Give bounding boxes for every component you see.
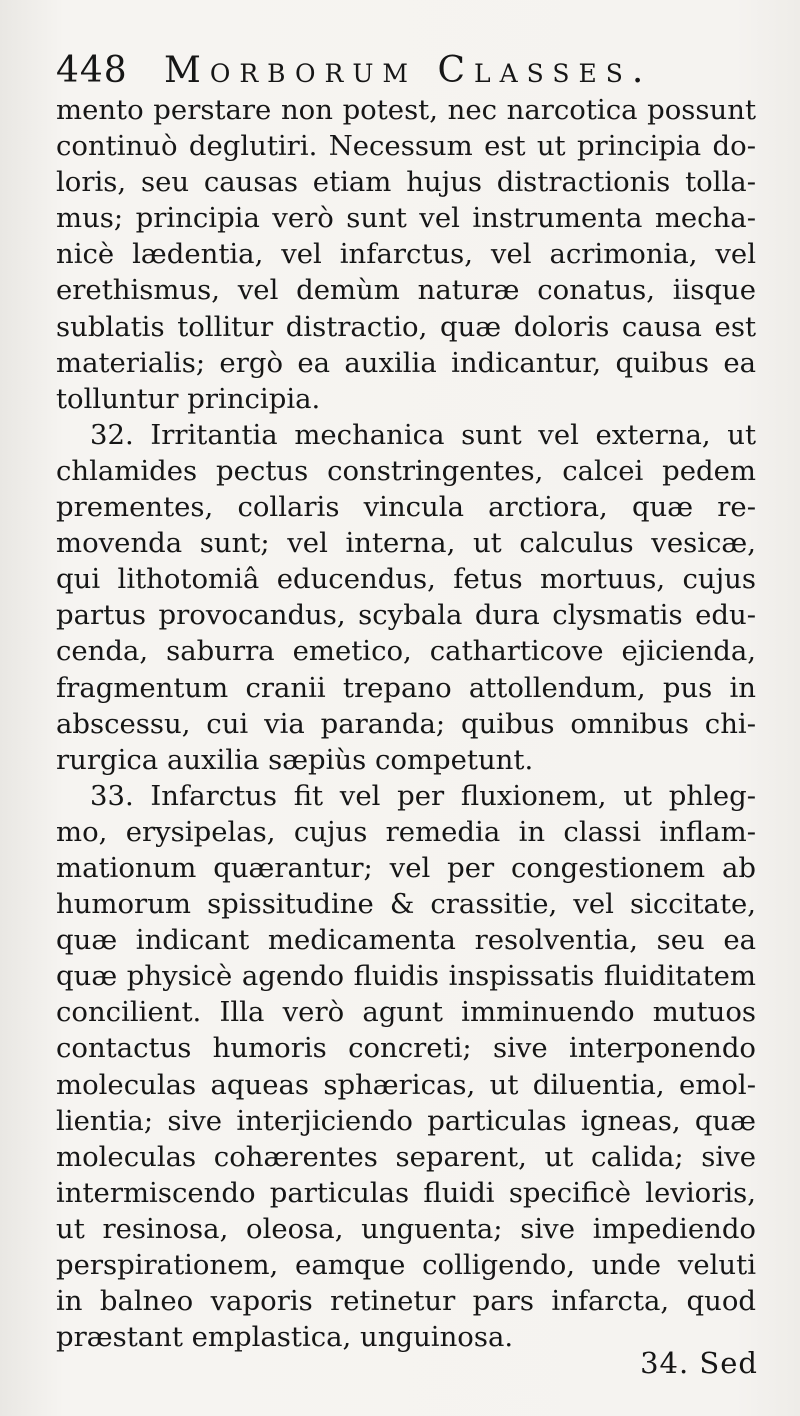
- text-line: perspirationem, eamque colligendo, unde veluti: [56, 1249, 756, 1281]
- running-title: Morborum Classes.: [164, 50, 653, 91]
- text-line: movenda sunt; vel interna, ut calculus vesicæ,: [56, 527, 756, 560]
- text-line: mus; principia verò sunt vel instrumenta mecha-: [56, 202, 756, 235]
- text-line: prementes, collaris vincula arctiora, quæ re-: [56, 491, 756, 524]
- text-line: continuò deglutiri. Necessum est ut principia do-: [56, 130, 756, 163]
- text-line: quæ indicant medicamenta resolventia, seu ea: [56, 924, 756, 957]
- text-line: materialis; ergò ea auxilia indicantur, quibus ea: [56, 346, 756, 379]
- text-line: fragmentum cranii trepano attollendum, pus in: [56, 671, 756, 704]
- text-line: sublatis tollitur distractio, quæ doloris causa est: [56, 310, 756, 343]
- text-line: intermiscendo particulas fluidi specificè levioris,: [56, 1176, 756, 1209]
- text-line: partus provocandus, scybala dura clysmatis edu-: [56, 599, 756, 632]
- text-line: in balneo vaporis retinetur pars infarcta, quod: [56, 1285, 756, 1318]
- text-line: quæ physicè agendo fluidis inspissatis fluiditatem: [56, 960, 756, 993]
- text-line: moleculas cohærentes separent, ut calida; sive: [56, 1140, 756, 1173]
- text-line: rurgica auxilia sæpiùs competunt.: [56, 743, 534, 776]
- catchword: 34. Sed: [640, 1346, 758, 1380]
- text-line: moleculas aqueas sphæricas, ut diluentia, emol-: [56, 1068, 756, 1101]
- text-line: chlamides pectus constringentes, calcei pedem: [56, 454, 756, 487]
- text-line: humorum spissitudine & crassitie, vel siccitate,: [56, 888, 756, 921]
- text-line: tolluntur principia.: [56, 382, 321, 415]
- paragraph-33-start: 33. Infarctus fit vel per fluxionem, ut phleg-: [90, 779, 756, 812]
- text-line: mento perstare non potest, nec narcotica possunt: [56, 94, 756, 126]
- text-line: abscessu, cui via paranda; quibus omnibus chi-: [56, 707, 756, 740]
- text-line: nicè lædentia, vel infarctus, vel acrimonia, vel: [56, 238, 756, 271]
- page-header: [56, 44, 756, 94]
- text-line: loris, seu causas etiam hujus distractionis tolla-: [56, 166, 756, 199]
- text-line: mationum quærantur; vel per congestionem ab: [56, 851, 756, 884]
- text-line: ut resinosa, oleosa, unguenta; sive impediendo: [56, 1212, 756, 1245]
- text-line: qui lithotomiâ educendus, fetus mortuus, cujus: [56, 563, 756, 596]
- text-line: mo, erysipelas, cujus remedia in classi inflam-: [56, 815, 756, 848]
- paragraph-32-start: 32. Irritantia mechanica sunt vel externa, ut: [90, 418, 756, 451]
- page-number: 448: [56, 50, 128, 91]
- text-line: cenda, saburra emetico, catharticove ejicienda,: [56, 635, 756, 668]
- body-text: [56, 92, 756, 1355]
- text-line: præstant emplastica, unguinosa.: [56, 1321, 514, 1354]
- text-line: erethismus, vel demùm naturæ conatus, iisque: [56, 274, 756, 307]
- text-line: contactus humoris concreti; sive interponendo: [56, 1032, 756, 1065]
- text-line: concilient. Illa verò agunt imminuendo mutuos: [56, 996, 756, 1029]
- text-line: lientia; sive interjiciendo particulas igneas, quæ: [56, 1104, 756, 1137]
